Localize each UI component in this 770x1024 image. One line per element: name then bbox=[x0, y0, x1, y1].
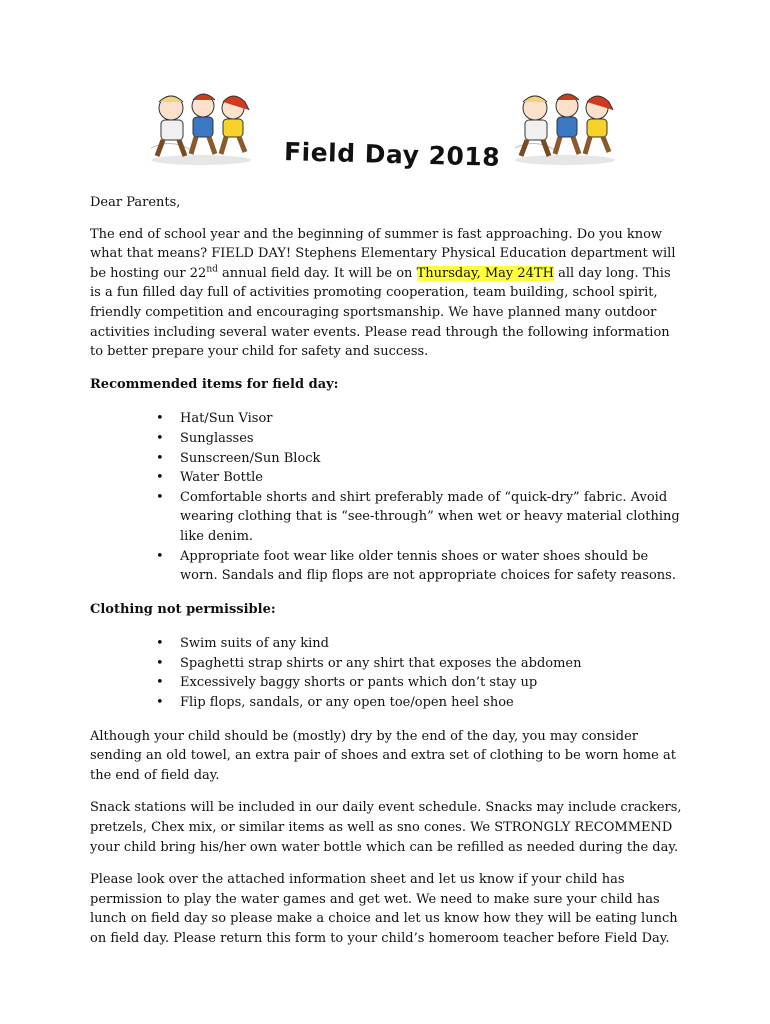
list-item: • Hat/Sun Visor bbox=[180, 409, 685, 429]
intro-paragraph bbox=[90, 225, 685, 362]
letter-body bbox=[90, 193, 685, 962]
not-permissible-list bbox=[90, 634, 685, 712]
list-item: • Swim suits of any kind bbox=[180, 634, 685, 654]
list-item: • Water Bottle bbox=[180, 468, 685, 488]
intro-text-3: all day long. This is a fun filled day full of activities promoting cooperation, team building, school spirit, friendly competition and encouraging sportsmanship. We have planned many outdoor activities including several water events. Please read through the following information to better prepare your child for safety and success. bbox=[90, 265, 671, 360]
highlighted-date: Thursday, May 24TH bbox=[416, 265, 554, 281]
running-kids-clipart bbox=[505, 88, 625, 166]
clothing-paragraph: Although your child should be (mostly) dry by the end of the day, you may consider sending an old towel, an extra pair of shoes and extra set of clothing to be worn home at the end of field day. bbox=[90, 728, 676, 783]
list-item: • Spaghetti strap shirts or any shirt that exposes the abdomen bbox=[180, 654, 685, 674]
greeting: Dear Parents, bbox=[90, 195, 181, 210]
list-item: • Flip flops, sandals, or any open toe/open heel shoe bbox=[180, 693, 685, 713]
closing-paragraph: Please look over the attached information sheet and let us know if your child has permission to play the water games and get wet. We need to make sure your child has lunch on field day so please make a choice and let us know how they will be eating lunch on field day. Please return this form to your child’s homeroom teacher before Field Day. bbox=[90, 872, 678, 946]
recommended-heading: Recommended items for field day: bbox=[90, 376, 339, 392]
list-item: • Sunglasses bbox=[180, 429, 685, 449]
list-item: • Appropriate foot wear like older tennis shoes or water shoes should be worn. Sandals and flip flops are not appropriate choices for safety reasons. bbox=[180, 547, 685, 586]
snack-paragraph: Snack stations will be included in our daily event schedule. Snacks may include crackers, pretzels, Chex mix, or similar items as well as sno cones. We STRONGLY RECOMMEND your child bring his/her own water bottle which can be refilled as needed during the day. bbox=[90, 800, 682, 855]
recommended-list bbox=[90, 409, 685, 585]
not-permissible-heading: Clothing not permissible: bbox=[90, 601, 276, 617]
list-item: • Comfortable shorts and shirt preferably made of “quick-dry” fabric. Avoid wearing clothing that is “see-through” when wet or heavy material clothing like denim. bbox=[180, 488, 685, 547]
intro-text-2: annual field day. It will be on bbox=[217, 265, 417, 281]
running-kids-clipart bbox=[141, 88, 261, 166]
list-item: • Sunscreen/Sun Block bbox=[180, 449, 685, 469]
page-title: Field Day 2018 bbox=[283, 137, 501, 172]
intro-text-1: The end of school year and the beginning of summer is fast approaching. Do you know what that means? FIELD DAY! Stephens Elementary Physical Education department will be hosting our 22 bbox=[90, 226, 676, 281]
list-item: • Excessively baggy shorts or pants which don’t stay up bbox=[180, 673, 685, 693]
ordinal-suffix: nd bbox=[206, 264, 218, 275]
